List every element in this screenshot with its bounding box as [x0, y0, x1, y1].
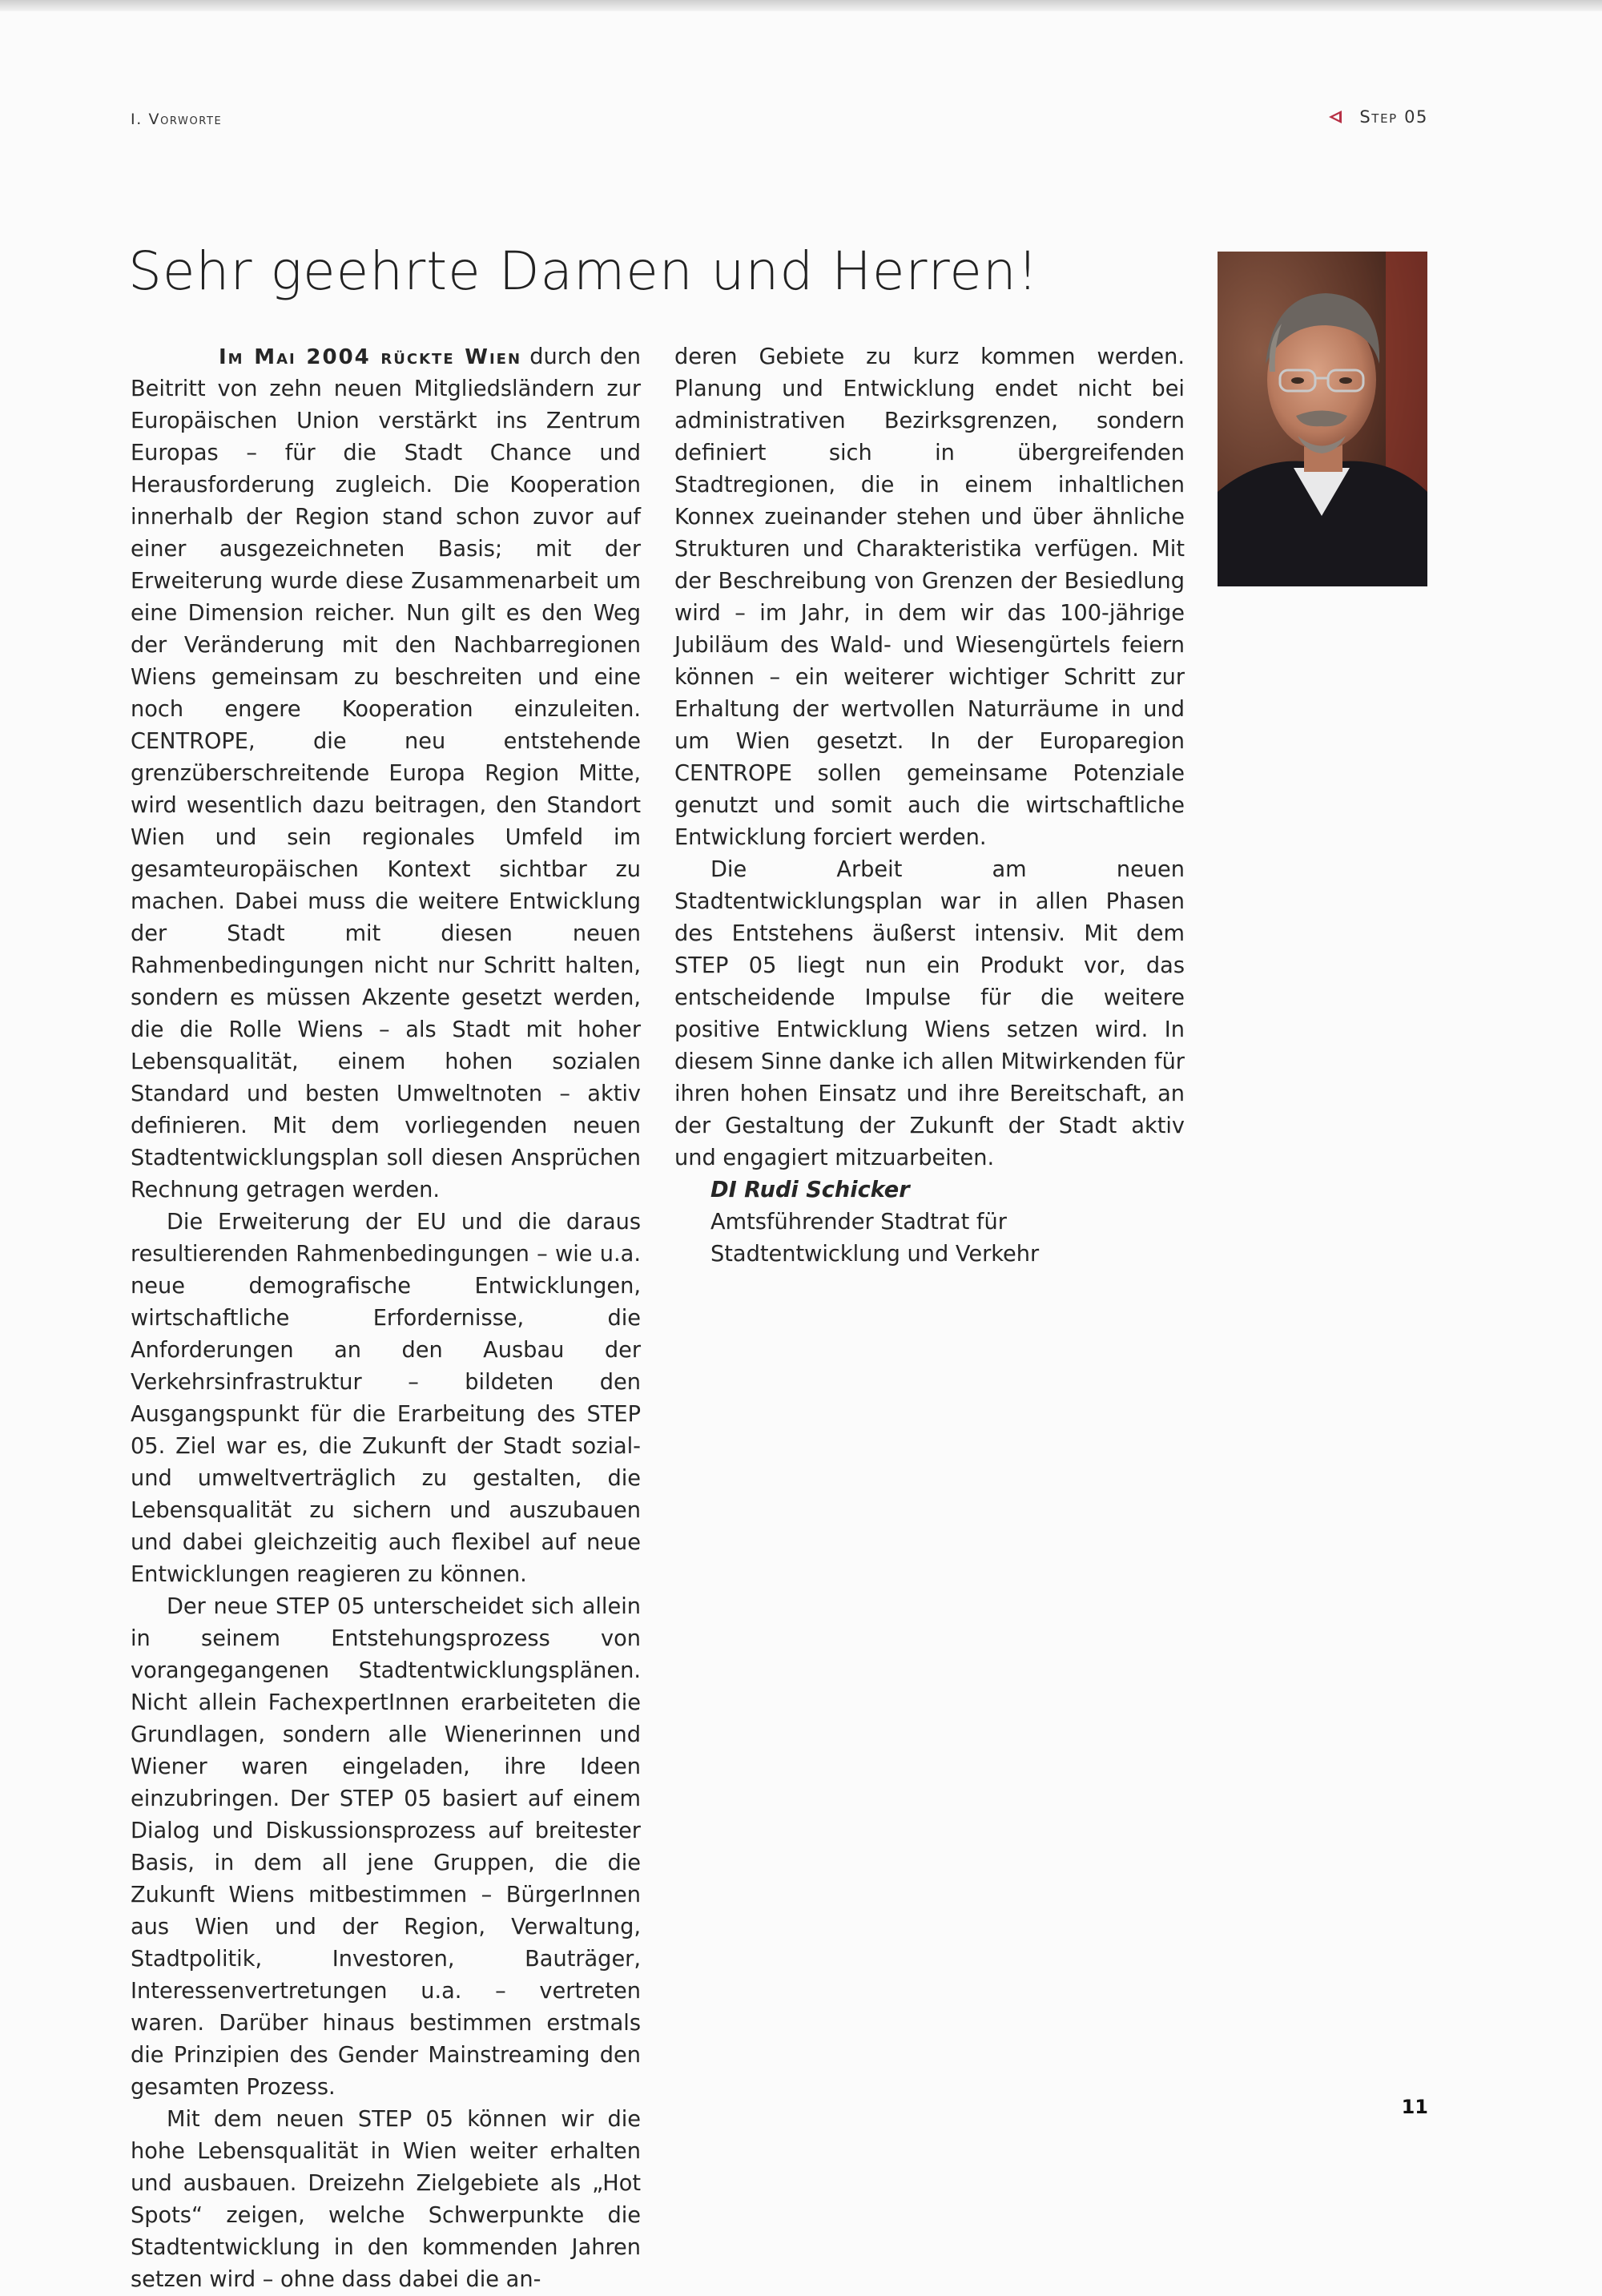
- triangle-left-icon: [1329, 111, 1342, 123]
- paragraph-5: deren Gebiete zu kurz kommen werden. Planung und Entwicklung endet nicht bei administrativen Bezirksgrenzen, sondern definiert sich in übergreifenden Stadtregionen, die in einem inhaltlichen Konnex zueinander stehen und über ähnliche Strukturen und Charakteristika verfügen. Mit der Beschreibung von Grenzen der Besiedlung wird – im Jahr, in dem wir das 100-jährige Jubiläum des Wald- und Wiesengürtels feiern können – ein weiterer wichtiger Schritt zur Erhaltung der wertvollen Naturräume in und um Wien gesetzt. In der Europaregion CENTROPE sollen gemeinsame Potenziale genutzt und somit auch die wirtschaftliche Entwicklung forciert werden.: [674, 344, 1185, 850]
- brand-header: [1329, 107, 1428, 127]
- scan-edge: [0, 0, 1602, 11]
- brand-label: Step 05: [1359, 107, 1428, 127]
- section-header: I. Vorworte: [131, 111, 223, 128]
- paragraph-1: [131, 341, 641, 1206]
- paragraph-1-text: durch den Beitritt von zehn neuen Mitgliedsländern zur Europäischen Union verstärkt ins Zentrum Europas – für die Stadt Chance und Herausforderung zugleich. Die Kooperation innerhalb der Region stand schon zuvor auf einer ausgezeichneten Basis; mit der Erweiterung wurde diese Zusammenarbeit um eine Dimension reicher. Nun gilt es den Weg der Veränderung mit den Nachbarregionen Wiens gemeinsam zu beschreiten und eine noch engere Kooperation einzuleiten. CENTROPE, die neu entstehende grenzüberschreitende Europa Region Mitte, wird wesentlich dazu beitragen, den Standort Wien und sein regionales Umfeld im gesamteuropäischen Kontext sichtbar zu machen. Dabei muss die weitere Entwicklung der Stadt mit diesen neuen Rahmenbedingungen nicht nur Schritt halten, sondern es müssen Akzente gesetzt werden, die die Rolle Wiens – als Stadt mit hoher Lebensqualität, einem hohen sozialen Standard und besten Umweltnoten – aktiv definieren. Mit dem vorliegenden neuen Stadtentwicklungsplan soll diesen Ansprüchen Rechnung getragen werden.: [131, 344, 641, 1202]
- signature-role-line-2: Stadtentwicklung und Verkehr: [710, 1242, 1040, 1267]
- paragraph-6: Die Arbeit am neuen Stadtentwicklungsplan war in allen Phasen des Entstehens äußerst intensiv. Mit dem STEP 05 liegt nun ein Produkt vor, das entscheidende Impulse für die weitere positive Entwicklung Wiens setzen wird. In diesem Sinne danke ich allen Mitwirkenden für ihren hohen Einsatz und ihre Bereitschaft, an der Gestaltung der Zukunft der Stadt aktiv und engagiert mitzuarbeiten.: [674, 857, 1185, 1170]
- left-column: [131, 341, 641, 2296]
- right-column: [674, 341, 1185, 1271]
- paragraph-4: Mit dem neuen STEP 05 können wir die hohe Lebensqualität in Wien weiter erhalten und ausbauen. Dreizehn Zielgebiete als „Hot Spots“ zeigen, welche Schwerpunkte die Stadtentwicklung in den kommenden Jahren setzen wird – ohne dass dabei die an-: [131, 2107, 641, 2292]
- portrait-illustration: [1218, 252, 1427, 586]
- page-number: 11: [1401, 2096, 1428, 2118]
- page-title: Sehr geehrte Damen und Herren!: [128, 240, 1040, 302]
- signature-name: DI Rudi Schicker: [710, 1178, 910, 1202]
- paragraph-2: Die Erweiterung der EU und die daraus resultierenden Rahmenbedingungen – wie u.a. neue demografische Entwicklungen, wirtschaftliche Erfordernisse, die Anforderungen an den Ausbau der Verkehrsinfrastruktur – bildeten den Ausgangspunkt für die Erarbeitung des STEP 05. Ziel war es, die Zukunft der Stadt sozial- und umweltverträglich zu gestalten, die Lebensqualität zu sichern und auszubauen und dabei gleichzeitig auch flexibel auf neue Entwicklungen reagieren zu können.: [131, 1210, 641, 1587]
- portrait-photo: [1218, 252, 1427, 586]
- paragraph-3: Der neue STEP 05 unterscheidet sich allein in seinem Entstehungsprozess von vorangegangenen Stadtentwicklungsplänen. Nicht allein FachexpertInnen erarbeiteten die Grundlagen, sondern alle Wienerinnen und Wiener waren eingeladen, ihre Ideen einzubringen. Der STEP 05 basiert auf einem Dialog und Diskussionsprozess auf breitester Basis, in dem all jene Gruppen, die die Zukunft Wiens mitbestimmen – BürgerInnen aus Wien und der Region, Verwaltung, Stadtpolitik, Investoren, Bauträger, Interessenvertretungen u.a. – vertreten waren. Darüber hinaus bestimmen erstmals die Prinzipien des Gender Mainstreaming den gesamten Prozess.: [131, 1594, 641, 2100]
- lead-in: Im Mai 2004 rückte Wien: [219, 345, 522, 369]
- signature-role-line-1: Amtsführender Stadtrat für: [710, 1210, 1007, 1235]
